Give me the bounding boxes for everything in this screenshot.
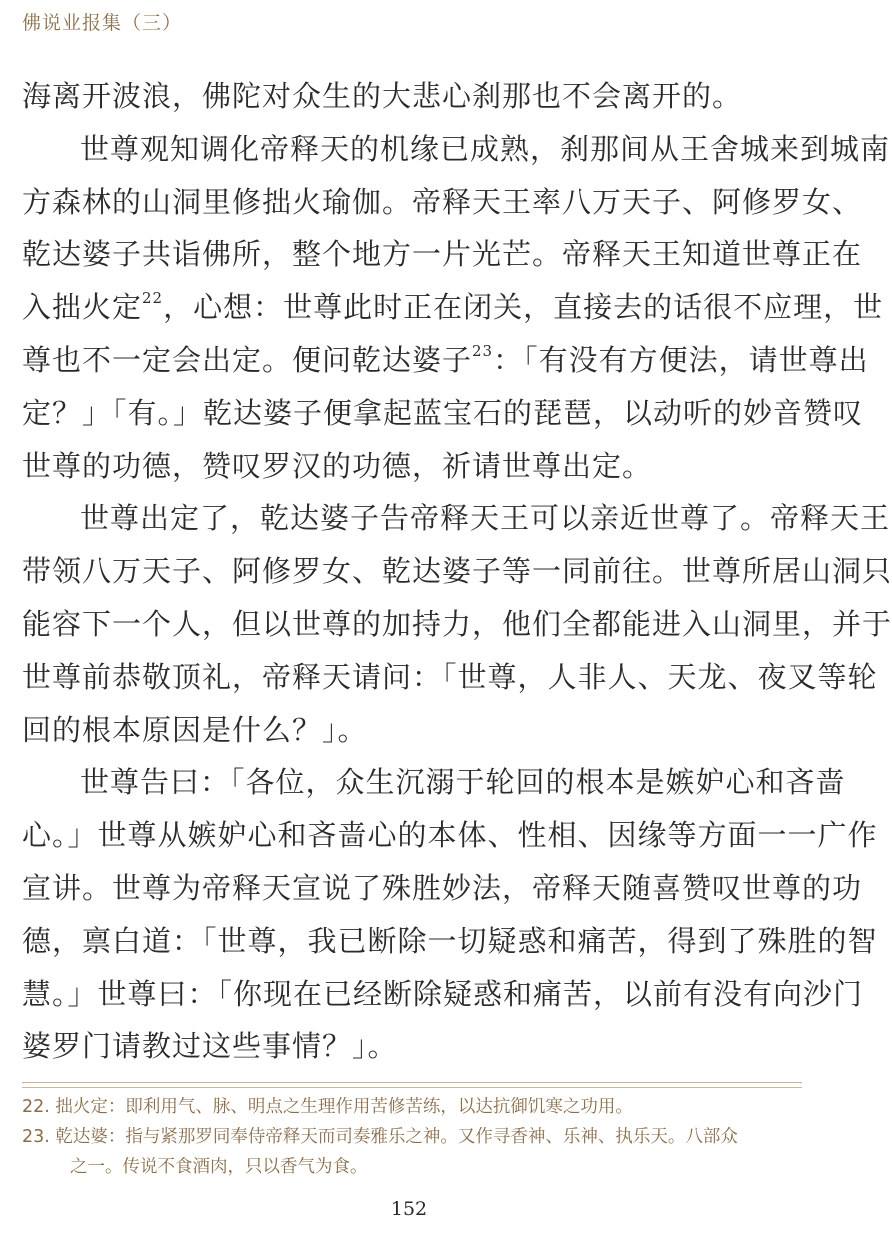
text-line: 海离开波浪，佛陀对众生的大悲心刹那也不会离开的。 [22, 79, 743, 113]
text-line [22, 334, 869, 387]
footnote-number: 22. [22, 1097, 50, 1117]
text-line: 世尊告曰：「各位，众生沉溺于轮回的根本是嫉妒心和吝啬 [80, 765, 846, 800]
text-line: 世尊的功德，赞叹罗汉的功德，祈请世尊出定。 [22, 448, 653, 483]
footnote-number: 23. [22, 1127, 50, 1147]
text-line: 世尊出定了，乾达婆子告帝释天王可以亲近世尊了。帝释天王 [80, 501, 891, 536]
text-line: 婆罗门请教过这些事情？」。 [22, 1029, 398, 1064]
footnote-text: 乾达婆：指与紧那罗同奉侍帝释天而司奏雅乐之神。又作寻香神、乐神、执乐天。八部众 [55, 1127, 738, 1147]
body-text [22, 70, 892, 1073]
text-span: ，心想：世尊此时正在闭关，直接去的话很不应理，世 [163, 290, 884, 325]
text-line: 德，禀白道：「世尊，我已断除一切疑惑和痛苦，得到了殊胜的智 [22, 923, 878, 958]
text-line: 定？」「有。」乾达婆子便拿起蓝宝石的琵琶，以动听的妙音赞叹 [22, 395, 864, 430]
text-line: 世尊前恭敬顶礼，帝释天请问：「世尊，人非人、天龙、夜叉等轮 [22, 659, 878, 694]
text-line: 带领八万天子、阿修罗女、乾达婆子等一同前往。世尊所居山洞只 [22, 554, 892, 589]
text-line: 世尊观知调化帝释天的机缘已成熟，刹那间从王舍城来到城南 [80, 131, 891, 166]
footnote-ref: 23 [472, 341, 494, 360]
text-line [22, 281, 884, 334]
page-number: 152 [390, 1198, 428, 1220]
running-head: 佛说业报集（三） [22, 12, 183, 34]
footnote-text: 拙火定：即利用气、脉、明点之生理作用苦修苦练，以达抗御饥寒之功用。 [55, 1097, 633, 1117]
text-span: 尊也不一定会出定。便问乾达婆子 [22, 342, 473, 377]
text-span: ：「有没有方便法，请世尊出 [493, 342, 869, 377]
text-line: 方森林的山洞里修拙火瑜伽。帝释天王率八万天子、阿修罗女、 [22, 184, 863, 219]
text-line: 慧。」世尊曰：「你现在已经断除疑惑和痛苦，以前有没有向沙门 [22, 976, 864, 1011]
text-line: 回的根本原因是什么？」。 [22, 712, 368, 747]
footnote-ref: 22 [142, 289, 164, 308]
footnote-23-continuation: 之一。传说不食酒肉，只以香气为食。 [70, 1157, 368, 1177]
text-line: 乾达婆子共诣佛所，整个地方一片光芒。帝释天王知道世尊正在 [22, 237, 863, 272]
footnote-22 [22, 1092, 802, 1122]
footnote-23 [22, 1122, 802, 1152]
text-span: 入拙火定 [22, 290, 143, 325]
footnote-divider [22, 1087, 802, 1088]
footnote-divider [22, 1082, 802, 1083]
text-line: 能容下一个人，但以世尊的加持力，他们全都能进入山洞里，并于 [22, 606, 892, 641]
footnotes [22, 1092, 802, 1182]
text-line: 宣讲。世尊为帝释天宣说了殊胜妙法，帝释天随喜赞叹世尊的功 [22, 870, 863, 905]
text-line: 心。」世尊从嫉妒心和吝啬心的本体、性相、因缘等方面一一广作 [22, 818, 878, 853]
